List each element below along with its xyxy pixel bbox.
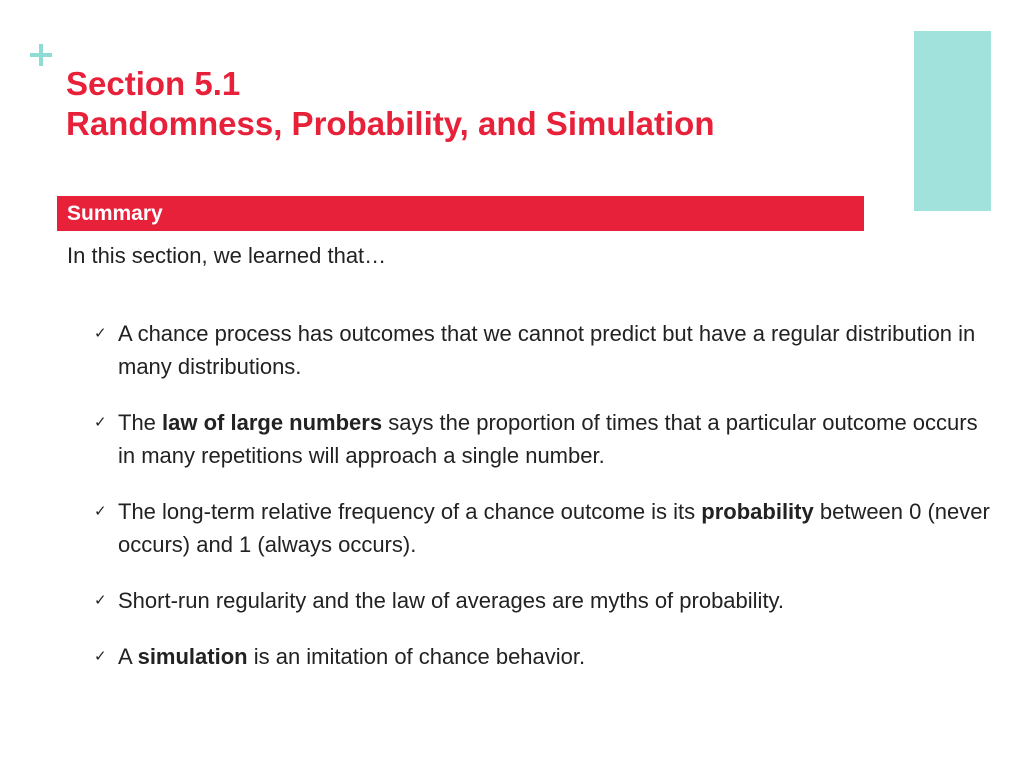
- summary-label: Summary: [67, 202, 163, 225]
- summary-header-bar: [57, 196, 864, 231]
- title-line-section: Section 5.1: [66, 65, 241, 102]
- bullet-text: Short-run regularity and the law of averages are myths of probability.: [118, 588, 785, 613]
- title-line-topic: Randomness, Probability, and Simulation: [66, 105, 715, 142]
- bullet-term-probability: probability: [701, 499, 814, 524]
- intro-text: In this section, we learned that…: [67, 243, 387, 268]
- bullet-item: [94, 640, 994, 673]
- slide-title: [66, 64, 714, 144]
- bullet-item: [94, 495, 994, 561]
- accent-block: [914, 31, 991, 211]
- bullet-text-pre: The long-term relative frequency of a chance outcome is its: [118, 499, 702, 524]
- check-icon: ✓: [94, 592, 107, 609]
- bullet-text-post: between 0 (never occurs) and 1 (always occurs).: [118, 499, 990, 557]
- check-icon: ✓: [94, 648, 107, 665]
- plus-icon: [30, 44, 52, 66]
- bullet-item: [94, 317, 994, 383]
- summary-bullet-list: [94, 317, 994, 696]
- bullet-term-law-of-large-numbers: law of large numbers: [162, 410, 383, 435]
- bullet-text-post: says the proportion of times that a particular outcome occurs in many repetitions will approach a single number.: [118, 410, 978, 468]
- check-icon: ✓: [94, 414, 107, 431]
- bullet-text-pre: The: [118, 410, 163, 435]
- check-icon: ✓: [94, 325, 107, 342]
- check-icon: ✓: [94, 503, 107, 520]
- bullet-text-post: is an imitation of chance behavior.: [247, 644, 586, 669]
- bullet-text: A chance process has outcomes that we cannot predict but have a regular distribution in many distributions.: [118, 321, 976, 379]
- bullet-text-pre: A: [118, 644, 138, 669]
- bullet-item: [94, 406, 994, 472]
- bullet-term-simulation: simulation: [137, 644, 248, 669]
- bullet-item: [94, 584, 994, 617]
